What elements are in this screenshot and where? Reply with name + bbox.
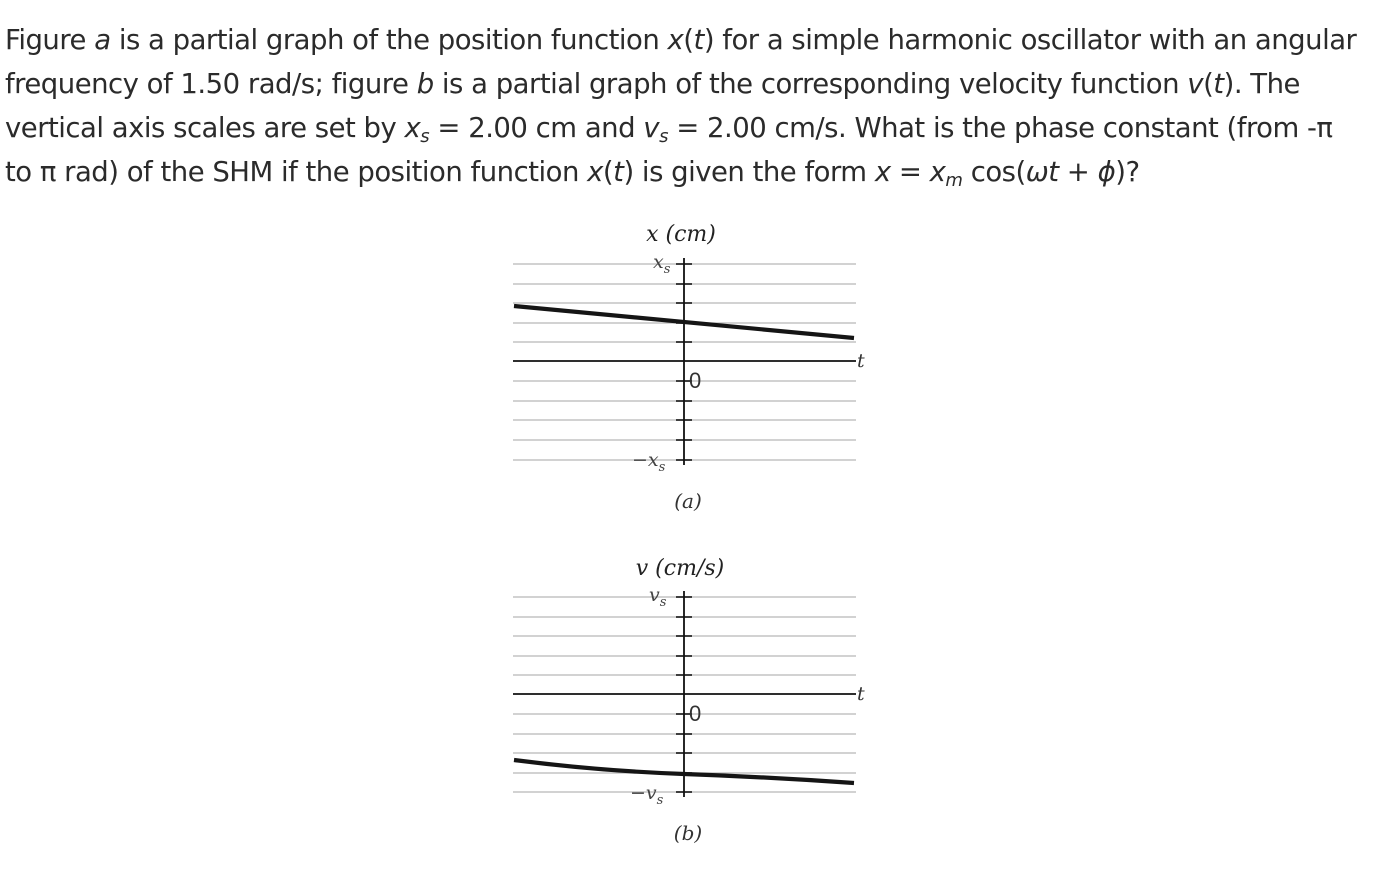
figure-b-tick-neg-vs: $-v_s$ [630, 782, 664, 808]
figure-b-zero-label: 0 [689, 701, 702, 726]
figure-a-caption: (a) [674, 489, 702, 513]
figure-a-zero-label: 0 [689, 368, 702, 393]
figure-a-t-label: t [857, 350, 865, 372]
figure-a-axis-label: x (cm) [646, 222, 716, 247]
figure-b [513, 556, 865, 845]
figure-b-tick-vs: $v_s$ [649, 584, 667, 610]
question-text: Figure a is a partial graph of the position function x(t) for a simple harmonic oscillator with an angular frequency of 1.50 rad/s; figure b is a partial graph of the corresponding velocity function v(t). The vertical axis scales are set by $x_s = 2.00$ cm and $v_s = 2.00$ cm/s. What is the phase constant (from -π to π rad) of the SHM if the position function x(t) is given the form $x = x_m$ cos(ωt + ϕ)? [5, 24, 1357, 191]
figure-b-caption: (b) [673, 821, 703, 845]
figure-a [513, 222, 865, 513]
figure-b-t-label: t [857, 683, 865, 705]
figure-b-axis-label: v (cm/s) [635, 556, 725, 581]
figure-a-tick-neg-xs: $-x_s$ [632, 449, 666, 475]
figure-a-tick-xs: $x_s$ [653, 251, 671, 277]
